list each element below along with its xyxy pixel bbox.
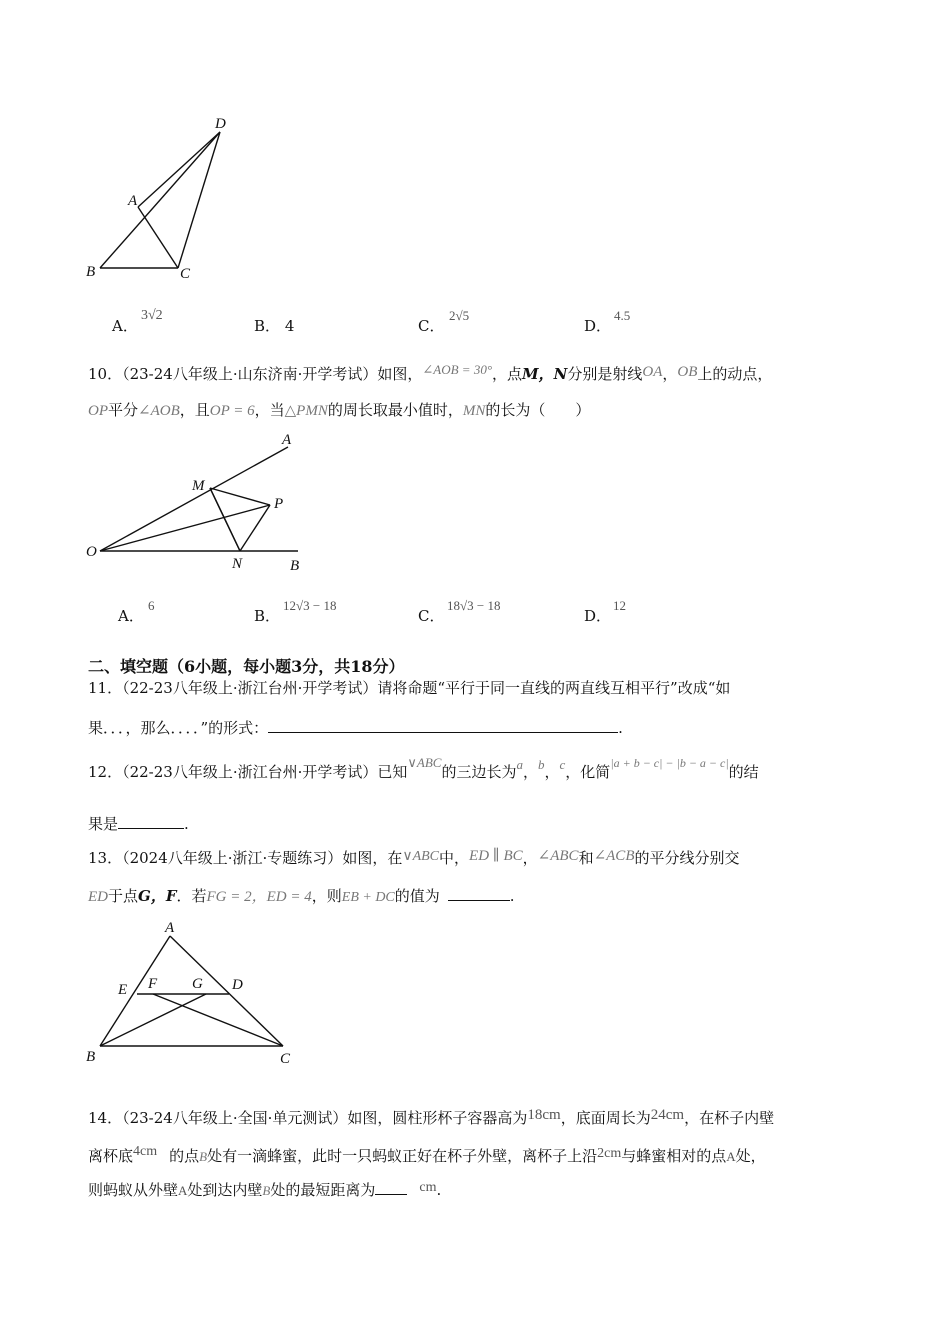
text: 的三边长为: [441, 763, 517, 781]
text: 平分: [108, 401, 139, 419]
text: 果．．．，那么．．．．”的形式：: [88, 719, 269, 737]
text: ，则: [311, 887, 342, 905]
segment-ac: [138, 207, 178, 268]
label-g: G: [192, 976, 203, 992]
text: ，在杯子内壁: [684, 1109, 775, 1127]
label-c: C: [180, 266, 191, 282]
math-triangle-abc: ∨ABC: [402, 849, 440, 864]
text: 处的最短距离为: [270, 1181, 376, 1199]
text: .: [436, 1181, 442, 1199]
option-letter: A．: [112, 317, 138, 335]
text: 如图，圆柱形杯子容器高为: [347, 1109, 528, 1127]
text: ，且: [179, 401, 210, 419]
math-op-6: OP = 6: [209, 403, 255, 419]
label-a: A: [165, 920, 175, 936]
math-a: a: [516, 757, 523, 772]
text: 则蚂蚁从外壁: [88, 1181, 179, 1199]
text: 如图，: [377, 365, 423, 383]
math-ob: OB: [677, 364, 698, 380]
segment-dc: [178, 132, 220, 268]
label-b: B: [290, 558, 300, 574]
math-24cm: 24cm: [650, 1107, 685, 1123]
text: ，当: [254, 401, 285, 419]
text: ，: [662, 365, 678, 383]
q9-options: [0, 306, 950, 335]
points-mn: M，N: [522, 365, 568, 383]
text: 的周长取最小值时，: [327, 401, 463, 419]
text: ，: [522, 763, 538, 781]
math-point-a: A: [726, 1149, 736, 1164]
math-angle-aob-30: ∠AOB = 30°: [422, 362, 493, 377]
text: 处有一滴蜂蜜，此时一只蚂蚁正好在杯子外壁，离杯子上沿: [207, 1147, 598, 1165]
section-fill-in-title: 二、填空题（6小题，每小题3分，共18分）: [88, 657, 405, 676]
option-letter: C．: [418, 607, 445, 625]
text: 果是: [88, 815, 119, 833]
math-angle-abc: ∠ABC: [537, 848, 579, 864]
text: 的平分线分别交: [634, 849, 740, 867]
q13-line1: [88, 848, 740, 870]
math-b: b: [538, 757, 545, 772]
text: 于点: [108, 887, 139, 905]
q12-line1: [88, 755, 759, 783]
math-pmn: △PMN: [284, 403, 328, 419]
question-number: 12．: [88, 763, 123, 781]
label-n: N: [232, 556, 243, 572]
segment-bd: [100, 132, 220, 268]
math-fg-ed: FG = 2，ED = 4: [206, 889, 312, 905]
text: ，底面周长为: [560, 1109, 651, 1127]
q10-option-b-value: 12√3 − 18: [283, 598, 337, 613]
q9-option-d[interactable]: [584, 316, 611, 336]
segment-mp: [210, 488, 270, 505]
question-source: （23-24八年级上·山东济南·开学考试）: [122, 365, 378, 383]
question-number: 13．: [88, 849, 123, 867]
math-aob: ∠AOB: [138, 403, 180, 419]
q12-answer-blank[interactable]: [118, 814, 184, 829]
bisector-c: [153, 994, 283, 1046]
q10-option-d[interactable]: [584, 606, 611, 626]
text: .: [509, 887, 515, 905]
text: 离杯底: [88, 1147, 134, 1165]
option-letter: B．: [254, 607, 281, 625]
math-4cm: 4cm: [133, 1144, 158, 1159]
text: 如图，在: [342, 849, 403, 867]
math-cm-unit: cm: [419, 1180, 437, 1195]
q9-option-c-value: 2√5: [449, 308, 470, 323]
math-ed: ED: [88, 889, 108, 905]
q13-answer-blank[interactable]: [448, 886, 510, 901]
math-c: c: [559, 757, 566, 772]
math-point-b: B: [262, 1183, 271, 1198]
option-letter: B．: [254, 317, 281, 335]
math-point-a: A: [178, 1183, 188, 1198]
label-o: O: [86, 544, 97, 560]
text: ．若: [176, 887, 207, 905]
text: 的结: [728, 763, 759, 781]
q10-option-b[interactable]: [254, 606, 280, 626]
text: 处到达内壁: [187, 1181, 263, 1199]
text: ，化简: [565, 763, 611, 781]
q11-line1: 11．（22-23八年级上·浙江台州·开学考试）请将命题“平行于同一直线的两直线互相平行”改成“如: [88, 679, 731, 697]
option-letter: D．: [584, 607, 612, 625]
math-point-b: B: [199, 1149, 208, 1164]
segment-ac: [170, 936, 283, 1046]
option-value: 4: [284, 317, 295, 335]
text: 处，: [735, 1147, 766, 1165]
text: ，: [522, 849, 538, 867]
q9-option-d-value: 4.5: [614, 308, 631, 323]
q10-option-a-value: 6: [148, 598, 155, 613]
q10-line1: [88, 364, 772, 385]
q10-line2: [88, 400, 590, 421]
q10-options: [0, 596, 950, 624]
text: ，: [544, 763, 560, 781]
math-oa: OA: [642, 364, 663, 380]
label-b: B: [86, 1049, 96, 1065]
label-c: C: [280, 1051, 291, 1067]
label-p: P: [274, 496, 284, 512]
question-number: 10．: [88, 365, 123, 383]
ray-oa: [100, 447, 288, 551]
text: 的点: [169, 1147, 200, 1165]
q10-option-d-value: 12: [613, 598, 626, 613]
math-op: OP: [88, 403, 108, 419]
question-number: 14．: [88, 1109, 123, 1127]
text: 与蜂蜜相对的点: [621, 1147, 727, 1165]
q14-line1: [88, 1108, 774, 1129]
question-source: （23-24八年级上·全国·单元测试）: [122, 1109, 348, 1127]
math-angle-acb: ∠ACB: [593, 848, 635, 864]
q14-line2: [88, 1146, 766, 1168]
q9-option-b[interactable]: [254, 316, 294, 336]
q10-option-a[interactable]: [118, 606, 144, 626]
math-mn: MN: [462, 403, 486, 419]
figure-q10: [80, 428, 320, 578]
text: ，点: [492, 365, 523, 383]
figure-q13: [80, 914, 310, 1074]
q14-answer-blank[interactable]: [375, 1180, 407, 1195]
label-e: E: [118, 982, 128, 998]
text: 的值为: [394, 887, 440, 905]
label-m: M: [192, 478, 205, 494]
text: 和: [578, 849, 594, 867]
label-d: D: [232, 977, 243, 993]
math-abs-expression: |a + b − c| − |b − a − c|: [610, 756, 729, 770]
text: .: [184, 815, 189, 833]
label-d: D: [215, 116, 226, 132]
q11-answer-blank[interactable]: [268, 718, 618, 733]
text: 分别是射线: [567, 365, 643, 383]
label-b: B: [86, 264, 96, 280]
option-letter: D．: [584, 317, 612, 335]
q9-option-c[interactable]: [418, 316, 444, 336]
q14-line3: [88, 1180, 441, 1202]
math-2cm: 2cm: [597, 1146, 622, 1161]
q13-line2: [88, 886, 515, 908]
q11-line2: [88, 718, 623, 738]
text: 已知: [377, 763, 408, 781]
q10-option-c-value: 18√3 − 18: [447, 598, 501, 613]
label-a: A: [128, 193, 138, 209]
q12-line2: [88, 814, 189, 834]
question-source: （22-23八年级上·浙江台州·开学考试）: [122, 763, 378, 781]
math-triangle-abc: ∨ABC: [407, 755, 442, 770]
math-ed-parallel-bc: ED ∥ BC: [469, 848, 523, 864]
option-letter: C．: [418, 317, 445, 335]
q10-option-c[interactable]: [418, 606, 444, 626]
label-f: F: [148, 976, 158, 992]
text: 的长为（ ）: [485, 401, 591, 419]
text: 中，: [439, 849, 470, 867]
points-gf: G，F: [138, 887, 177, 905]
q9-option-a-value: 3√2: [141, 308, 163, 323]
option-letter: A．: [118, 607, 144, 625]
text: .: [618, 719, 623, 737]
label-a: A: [282, 432, 292, 448]
q9-option-a[interactable]: [112, 316, 138, 336]
math-eb-dc: EB + DC: [341, 890, 395, 905]
question-source: （2024八年级上·浙江·专题练习）: [122, 849, 343, 867]
figure-q9: [80, 110, 260, 285]
text: 上的动点，: [697, 365, 773, 383]
math-18cm: 18cm: [527, 1107, 561, 1123]
